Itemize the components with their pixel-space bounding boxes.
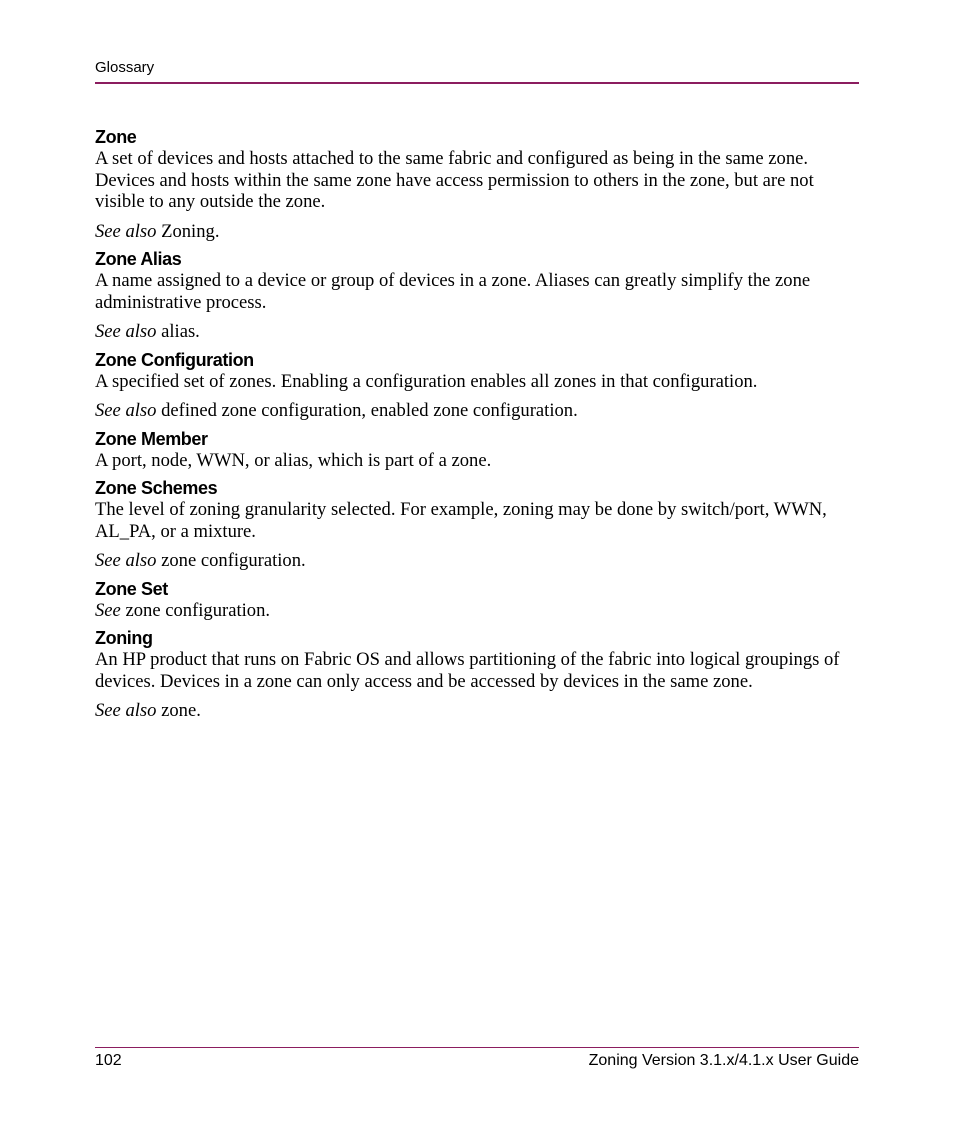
see-also-reference bbox=[95, 550, 863, 572]
document-title: Zoning Version 3.1.x/4.1.x User Guide bbox=[588, 1052, 859, 1069]
glossary-definition: A name assigned to a device or group of devices in a zone. Aliases can greatly simplify the zone administrative process. bbox=[95, 270, 811, 313]
see-also-target: Zoning. bbox=[161, 220, 220, 242]
glossary-entry-zone-alias bbox=[95, 249, 863, 343]
glossary-definition: A set of devices and hosts attached to the same fabric and configured as being in the same zone. Devices and hosts within the same zone have access permission to others in the zone, but are not visible to any outside the zone. bbox=[95, 148, 814, 212]
see-also-reference bbox=[95, 321, 863, 343]
glossary-entry-zone bbox=[95, 127, 863, 242]
glossary-term: Zone Schemes bbox=[95, 478, 218, 498]
see-label: See bbox=[95, 599, 121, 621]
glossary-definition: An HP product that runs on Fabric OS and allows partitioning of the fabric into logical groupings of devices. Devices in a zone can only access and be accessed by devices in the same zone. bbox=[95, 649, 840, 692]
see-also-label: See also bbox=[95, 700, 157, 721]
see-also-label: See also bbox=[95, 400, 157, 421]
running-header bbox=[95, 58, 859, 78]
see-also-target: zone. bbox=[161, 700, 201, 721]
glossary-list bbox=[95, 127, 863, 722]
footer-rule bbox=[95, 1047, 859, 1048]
glossary-entry-zone-configuration bbox=[95, 350, 863, 422]
section-title: Glossary bbox=[95, 59, 155, 76]
glossary-entry-zoning bbox=[95, 628, 863, 722]
see-also-label: See also bbox=[95, 220, 157, 242]
glossary-term: Zone Configuration bbox=[95, 349, 254, 370]
glossary-entry-zone-member bbox=[95, 429, 863, 472]
glossary-term: Zone Set bbox=[95, 578, 168, 599]
see-also-reference bbox=[95, 400, 863, 422]
see-target: zone configuration. bbox=[125, 599, 271, 621]
header-rule bbox=[95, 82, 859, 84]
page-number: 102 bbox=[95, 1052, 122, 1069]
glossary-definition: A specified set of zones. Enabling a configuration enables all zones in that configuration. bbox=[95, 370, 758, 392]
see-also-label: See also bbox=[95, 321, 157, 342]
glossary-definition: The level of zoning granularity selected. For example, zoning may be done by switch/port, WWN, AL_PA, or a mixture. bbox=[95, 499, 827, 542]
see-also-target: alias. bbox=[161, 321, 200, 342]
see-also-reference bbox=[95, 221, 863, 243]
see-also-label: See also bbox=[95, 550, 157, 571]
glossary-term: Zoning bbox=[95, 628, 153, 648]
glossary-entry-zone-schemes bbox=[95, 478, 863, 572]
glossary-definition: A port, node, WWN, or alias, which is part of a zone. bbox=[95, 449, 492, 471]
glossary-term: Zone Alias bbox=[95, 249, 182, 269]
glossary-term: Zone bbox=[95, 127, 137, 147]
see-also-target: zone configuration. bbox=[161, 550, 306, 571]
glossary-entry-zone-set bbox=[95, 579, 863, 622]
glossary-definition bbox=[95, 600, 863, 622]
glossary-term: Zone Member bbox=[95, 428, 208, 449]
see-also-target: defined zone configuration, enabled zone configuration. bbox=[161, 400, 578, 421]
see-also-reference bbox=[95, 700, 863, 722]
